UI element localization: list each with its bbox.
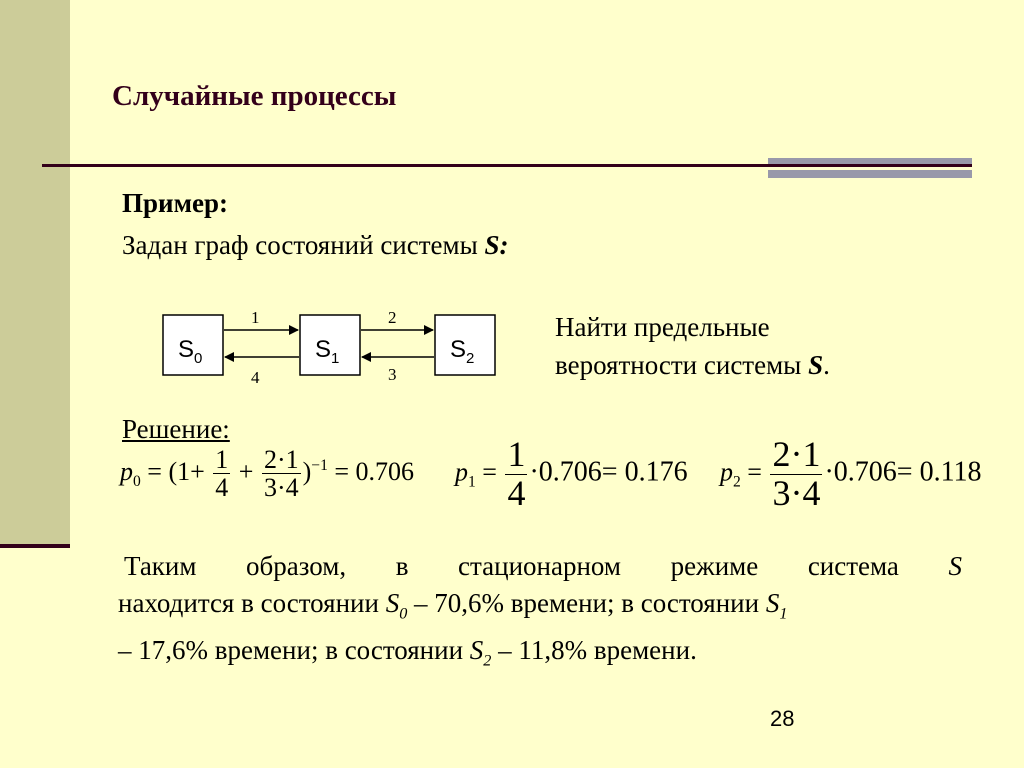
given-line	[122, 230, 509, 261]
sidebar-band	[0, 0, 70, 548]
rate-s1-s0: 4	[251, 368, 260, 387]
example-heading: Пример:	[122, 188, 228, 218]
formula-p0: $p_0 = (1+$ $\frac{1}{4}$ + $\frac{2\cdot 1}{3\cdot 4}$ )$^{-1}$ = 0.706	[120, 445, 415, 503]
svg-text:S1: $S_1$	[315, 336, 340, 367]
given-text: Задан граф состояний системы	[122, 230, 485, 260]
task-line-2: вероятности системы S.	[555, 350, 830, 380]
rate-s2-s1: 3	[388, 365, 397, 384]
title-accent-bar	[768, 158, 972, 164]
svg-text:S0: $S_0$	[178, 336, 203, 367]
state-s1	[300, 315, 360, 375]
task-system: S	[808, 350, 824, 380]
conclusion-line-3: – 17,6% времени; в состоянии $S_2 - 11,8\%$ времени.	[118, 635, 697, 670]
svg-text:S2: $S_2$	[450, 336, 475, 367]
fraction: $\frac{2\cdot 1}{3\cdot 4}$	[263, 445, 299, 503]
page-number: 28	[770, 706, 795, 731]
fraction: $\frac{1}{4}$	[215, 445, 229, 503]
title-accent-bar	[768, 170, 972, 178]
task-line-1: Найти предельные	[555, 312, 770, 342]
conclusion-line-1: Таким образом, в стационарном режиме система S	[124, 551, 962, 581]
given-system: S:	[484, 230, 509, 260]
conclusion-paragraph	[118, 548, 962, 680]
rate-s0-s1: 1	[251, 308, 260, 327]
fraction: $\frac{1}{4}$	[507, 434, 526, 513]
state-s2	[435, 315, 495, 375]
title-divider	[42, 164, 972, 167]
formula-p2: $p_2$ = $\frac{2\cdot 1}{3\cdot 4}$ ·0.706= 0.118	[720, 434, 982, 513]
fraction: $\frac{2\cdot 1}{3\cdot 4}$	[772, 434, 821, 513]
slide-title: Случайные процессы	[112, 80, 397, 112]
state-s0	[163, 315, 223, 375]
state-graph	[150, 295, 510, 390]
conclusion-line-2: находится в состоянии $S_0 - 70,6\%$ времени; в состоянии $S_1$	[118, 588, 788, 623]
task-statement	[555, 308, 830, 384]
sidebar-rule	[0, 544, 70, 548]
rate-s1-s2: 2	[388, 308, 397, 327]
formula-p1: $p_1$ = $\frac{1}{4}$ ·0.706= 0.176	[455, 434, 688, 513]
solution-heading: Решение:	[122, 414, 230, 444]
